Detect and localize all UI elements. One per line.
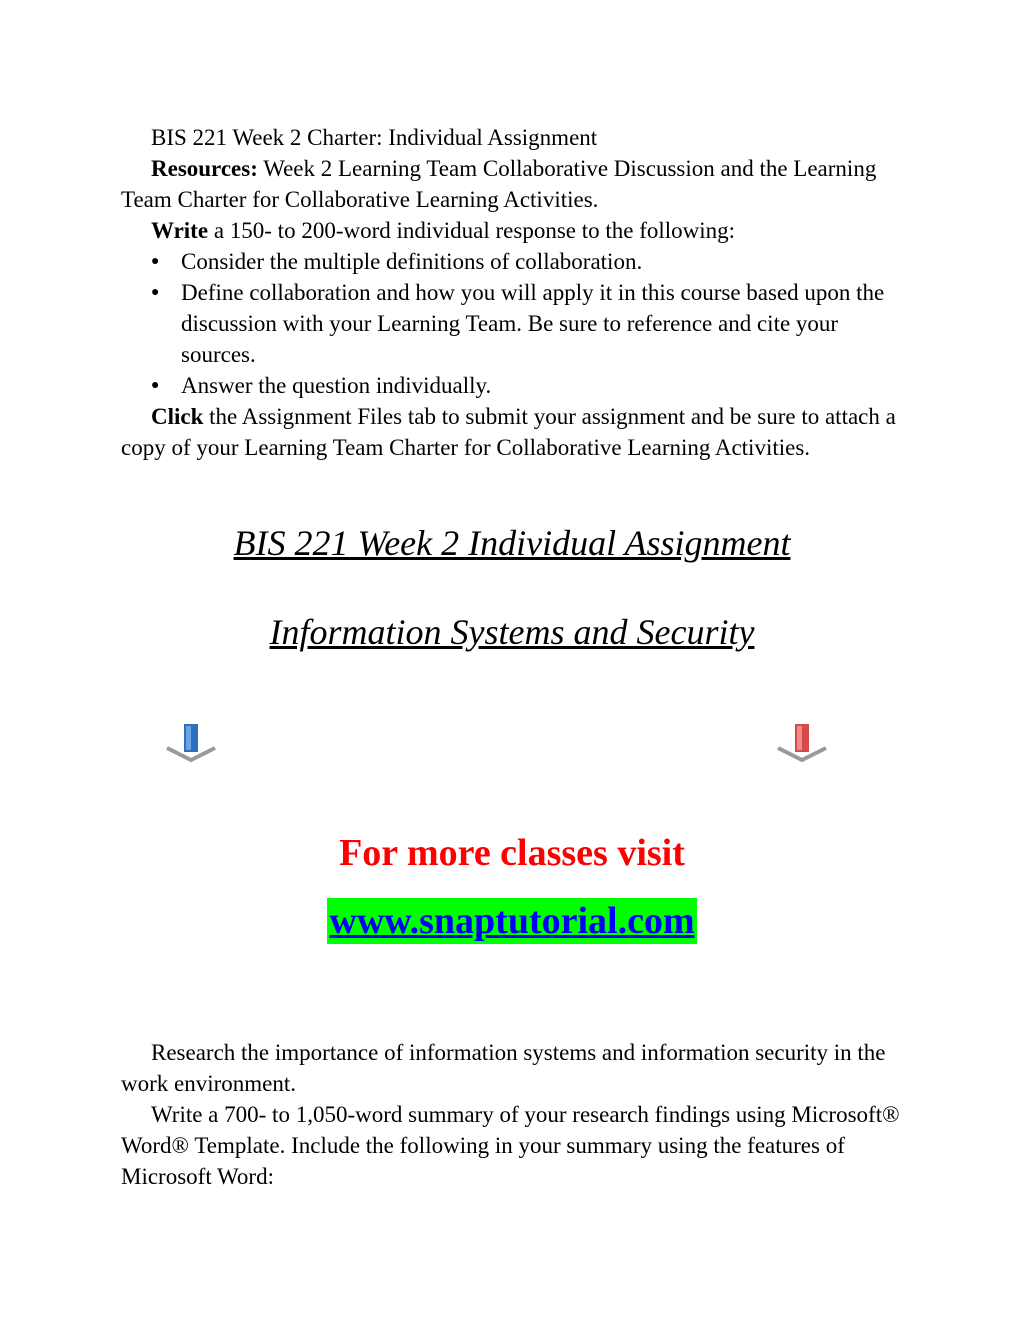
topic-heading: Information Systems and Security bbox=[269, 612, 755, 652]
list-item bbox=[121, 277, 911, 370]
research-paragraph: Research the importance of information systems and information security in the work environment. bbox=[121, 1040, 886, 1096]
resources-paragraph bbox=[121, 153, 911, 215]
list-item-text: Answer the question individually. bbox=[181, 373, 492, 398]
list-item bbox=[121, 370, 911, 401]
list-item bbox=[121, 246, 911, 277]
intro-section bbox=[121, 122, 911, 463]
list-item-text: Consider the multiple definitions of collaboration. bbox=[181, 249, 643, 274]
write-paragraph bbox=[121, 215, 911, 246]
instruction-list bbox=[121, 246, 911, 401]
body-section bbox=[121, 1037, 911, 1192]
assignment-heading: BIS 221 Week 2 Individual Assignment bbox=[233, 523, 791, 563]
bullet-icon: ● bbox=[151, 285, 160, 300]
resources-text: Week 2 Learning Team Collaborative Discussion and the Learning Team Charter for Collaborative Learning Activities. bbox=[121, 156, 877, 212]
snaptutorial-link[interactable]: www.snaptutorial.com bbox=[329, 900, 695, 942]
resources-label: Resources: bbox=[151, 156, 258, 181]
summary-paragraph: Write a 700- to 1,050-word summary of your research findings using Microsoft® Word® Template. Include the following in your summary using the features of Microsoft Word: bbox=[121, 1102, 900, 1189]
promo-visit-text: For more classes visit bbox=[339, 832, 685, 874]
intro-title-line: BIS 221 Week 2 Charter: Individual Assignment bbox=[151, 125, 598, 150]
click-paragraph bbox=[121, 401, 911, 463]
bullet-icon: ● bbox=[151, 254, 160, 269]
download-arrow-red-icon bbox=[776, 722, 828, 764]
bullet-icon: ● bbox=[151, 378, 160, 393]
download-arrow-blue-icon bbox=[165, 722, 217, 764]
write-label: Write bbox=[151, 218, 209, 243]
click-text: the Assignment Files tab to submit your assignment and be sure to attach a copy of your Learning Team Charter for Collaborative Learning Activities. bbox=[121, 404, 896, 460]
write-text: a 150- to 200-word individual response to the following: bbox=[208, 218, 736, 243]
list-item-text: Define collaboration and how you will apply it in this course based upon the discussion with your Learning Team. Be sure to reference and cite your sources. bbox=[181, 280, 885, 367]
click-label: Click bbox=[151, 404, 204, 429]
promo-link-wrapper bbox=[0, 898, 1024, 944]
